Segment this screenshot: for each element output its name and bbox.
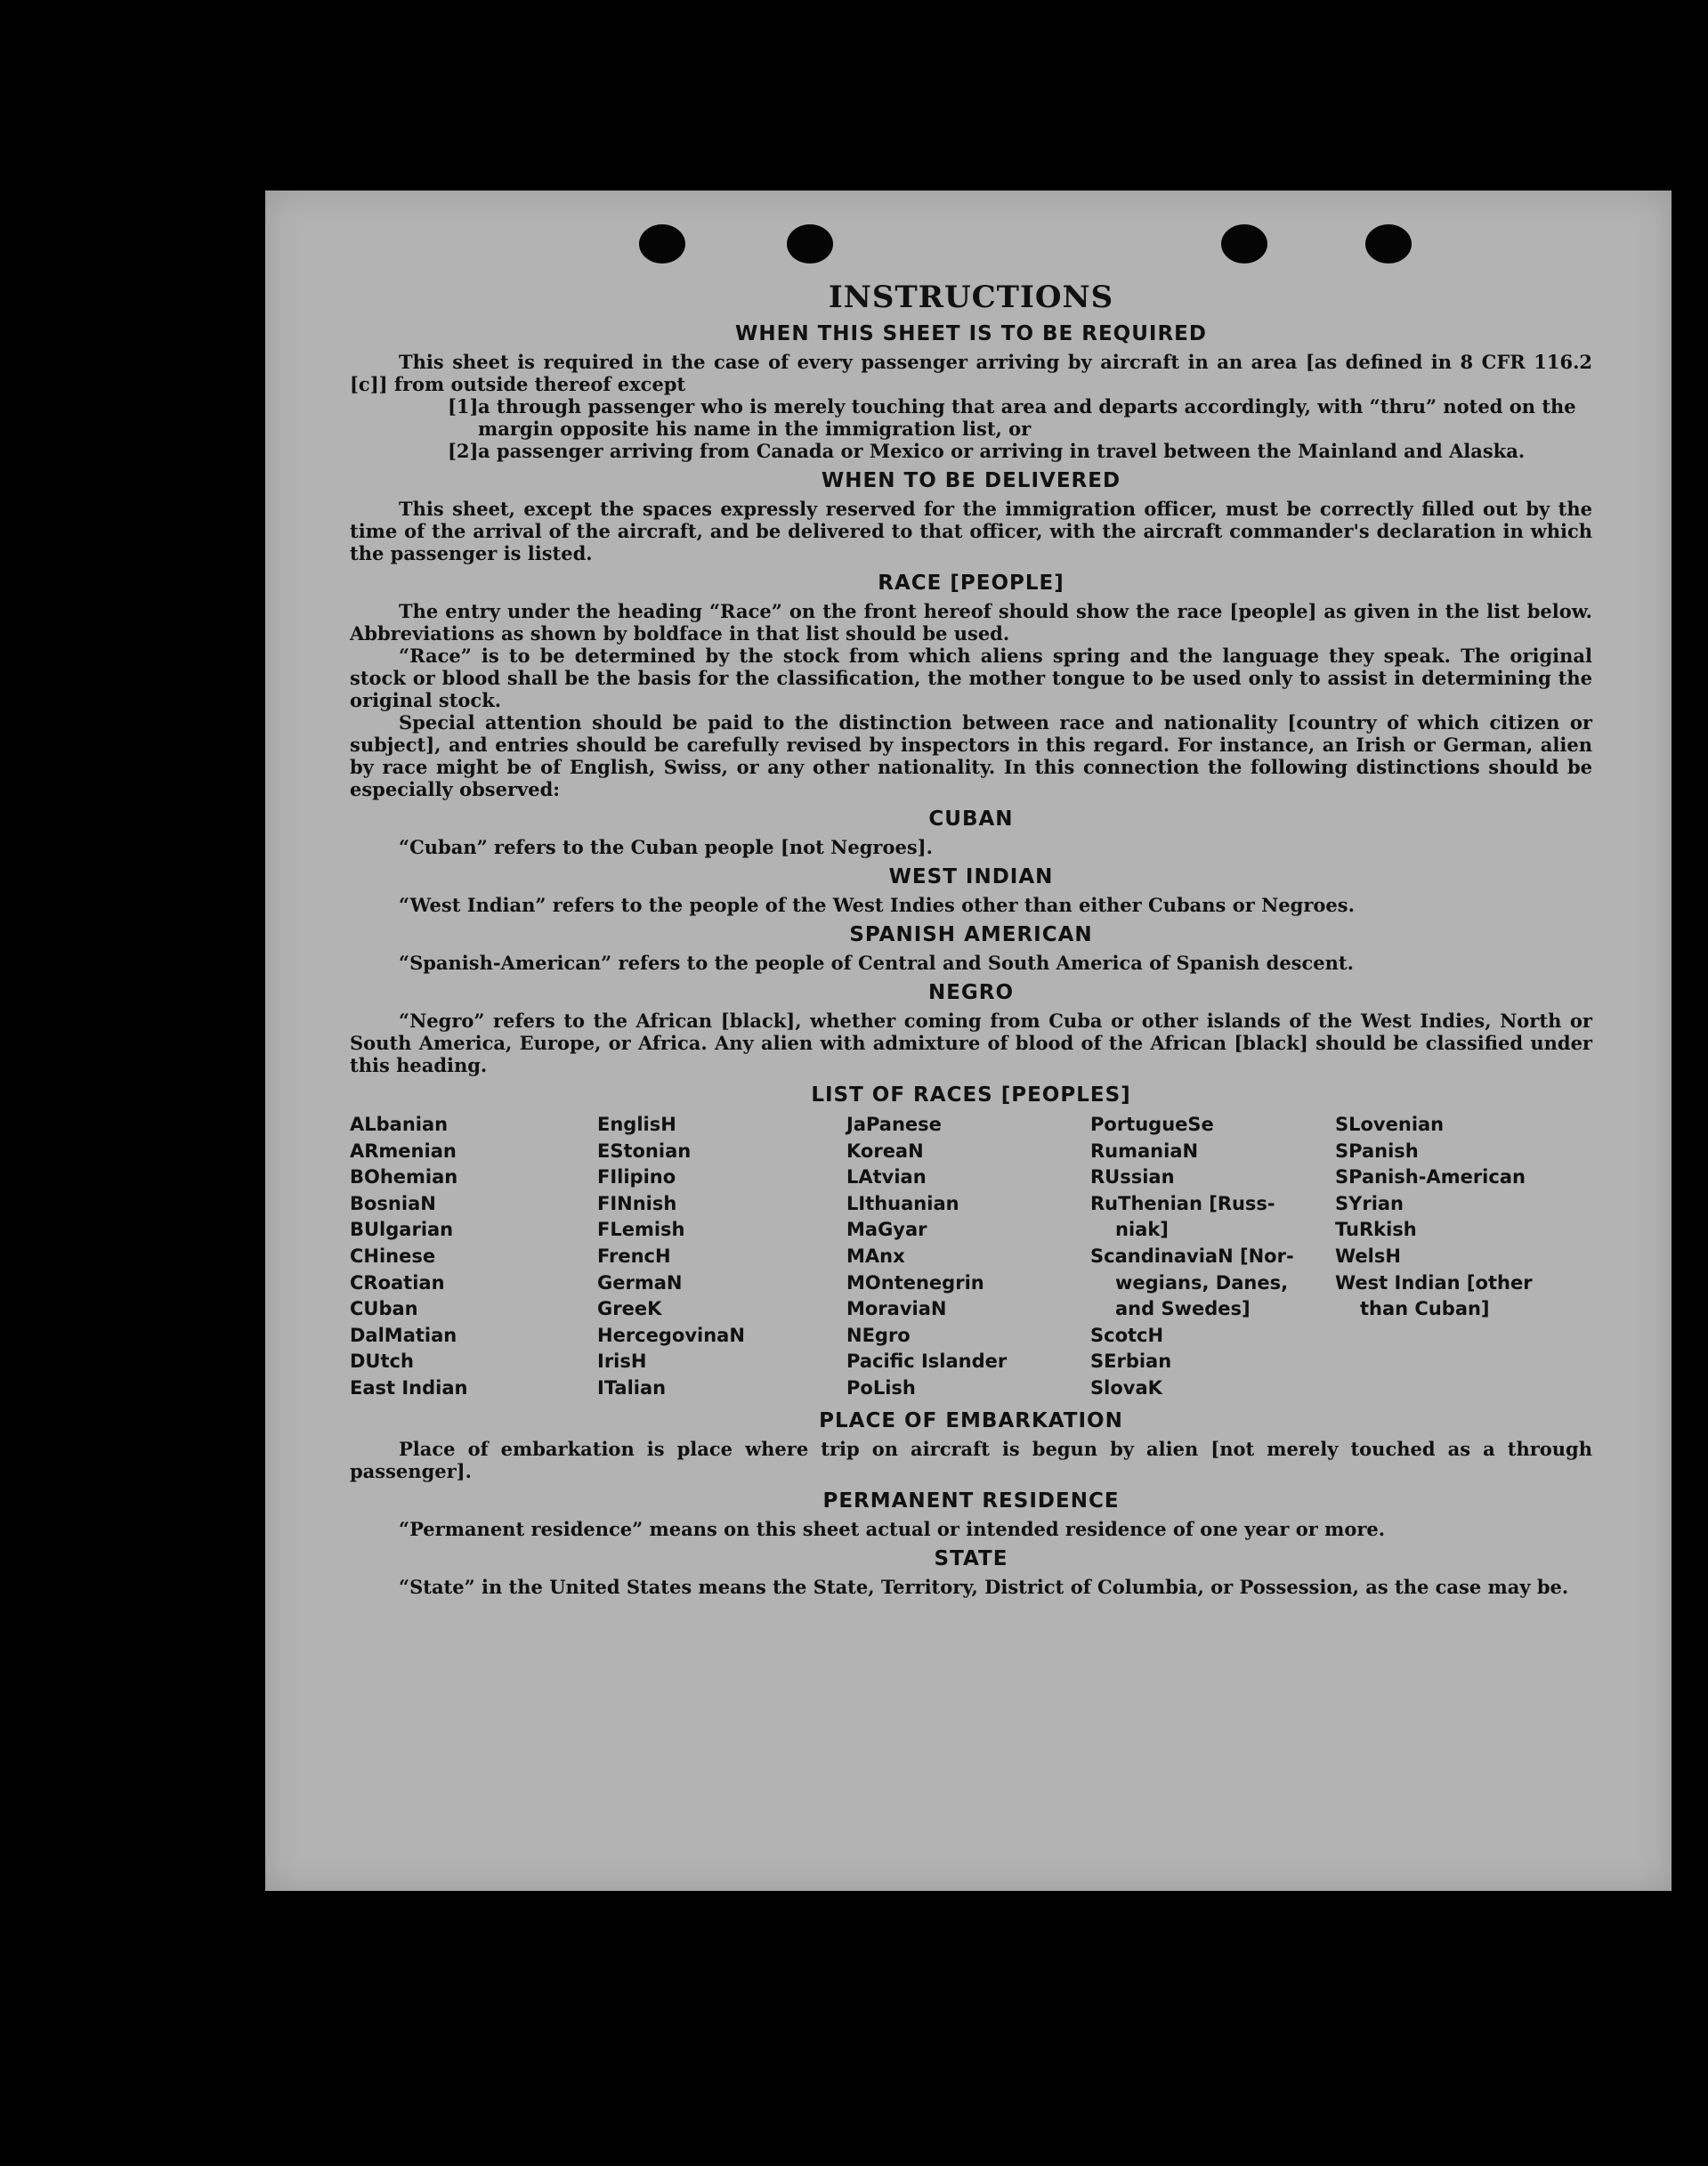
race-entry: NEgro [846,1324,911,1346]
race-entry: SPanish-American [1335,1166,1526,1188]
races-column [597,1112,846,1402]
race-entry: FINnish [597,1192,677,1214]
race-entry: CHinese [350,1245,436,1267]
state-text: “State” in the United States means the State, Territory, District of Columbia, or Possession, as the case may be. [399,1575,1569,1598]
race-entry: and Swedes] [1115,1298,1251,1320]
race-entry: WelsH [1335,1245,1401,1267]
residence-text: “Permanent residence” means on this sheet actual or intended residence of one year or more. [399,1517,1386,1540]
race-entry: MoraviaN [846,1298,947,1320]
races-column [846,1112,1090,1402]
race-entry: FLemish [597,1219,685,1241]
race-entry: East Indian [350,1376,468,1399]
races-column [350,1112,597,1402]
heading-list-of-races: LIST OF RACES [PEOPLES] [811,1083,1131,1107]
race-entry: MAnx [846,1245,905,1267]
heading-spanish-american: SPANISH AMERICAN [849,923,1093,946]
race-entry: MaGyar [846,1219,927,1241]
race-entry: MOntenegrin [846,1271,984,1294]
race-entry: than Cuban] [1360,1298,1490,1320]
race-entry: wegians, Danes, [1115,1271,1289,1294]
race-entry: Pacific Islander [846,1351,1008,1373]
race-paragraph: “Race” is to be determined by the stock from which aliens spring and the language they speak. The original stock or blood shall be the basis for the classification, the mother tongue to be used only to assist in determining the original stock. [350,645,1592,711]
west-indian-text: “West Indian” refers to the people of the West Indies other than either Cubans or Negroes. [399,894,1355,916]
exception-list [448,395,1592,462]
negro-text: “Negro” refers to the African [black], whether coming from Cuba or other islands of the West Indies, North or South America, Europe, or Africa. Any alien with admixture of blood of the African [black] should be classified under this heading. [350,1010,1592,1076]
heading-delivered: WHEN TO BE DELIVERED [821,469,1121,492]
race-paragraph: The entry under the heading “Race” on the front hereof should show the race [people] as given in the list below. Abbreviations as shown by boldface in that list should be used. [350,600,1592,645]
race-entry: SErbian [1090,1351,1172,1373]
heading-required: WHEN THIS SHEET IS TO BE REQUIRED [735,322,1207,345]
heading-cuban: CUBAN [928,807,1014,831]
cuban-text: “Cuban” refers to the Cuban people [not Negroes]. [399,836,933,858]
race-entry: SlovaK [1090,1376,1162,1399]
race-entry: West Indian [other [1335,1271,1533,1294]
heading-negro: NEGRO [927,981,1015,1004]
race-entry: IrisH [597,1351,647,1373]
item-text: a through passenger who is merely touching that area and departs accordingly, with “thru” noted on the margin opposite his name in the immigration list, or [478,395,1576,440]
race-entry: GreeK [597,1298,662,1320]
race-entry: BosniaN [350,1192,436,1214]
race-entry: SLovenian [1335,1114,1445,1135]
race-entry: BOhemian [350,1166,458,1188]
item-number: [1] [448,395,479,418]
race-entry: RUssian [1090,1166,1175,1188]
exception-item [448,440,1592,462]
delivered-text: This sheet, except the spaces expressly reserved for the immigration officer, must be correctly filled out by the time of the arrival of the aircraft, and be delivered to that officer, with the aircraft commander's declaration in which the passenger is listed. [350,498,1592,564]
heading-race: RACE [PEOPLE] [878,572,1064,595]
race-entry: PoLish [846,1376,916,1399]
race-entry: PortugueSe [1090,1114,1214,1135]
race-entry: HercegovinaN [597,1324,745,1346]
race-entry: TuRkish [1335,1219,1417,1241]
race-entry: FIlipino [597,1166,676,1188]
item-text: a passenger arriving from Canada or Mexico or arriving in travel between the Mainland and Alaska. [478,440,1526,462]
heading-embarkation: PLACE OF EMBARKATION [819,1408,1123,1432]
race-entry: EnglisH [597,1114,676,1135]
race-entry: ScotcH [1090,1324,1164,1346]
race-entry: FrencH [597,1245,671,1267]
race-entry: JaPanese [846,1114,942,1135]
race-entry: BUlgarian [350,1219,454,1241]
heading-residence: PERMANENT RESIDENCE [822,1489,1120,1513]
race-entry: KoreaN [846,1140,924,1162]
races-list [350,1112,1592,1402]
punch-hole [1365,224,1412,264]
race-entry: ScandinaviaN [Nor- [1090,1245,1294,1267]
spanish-american-text: “Spanish-American” refers to the people of Central and South America of Spanish descent. [399,952,1354,974]
race-entry: EStonian [597,1140,692,1162]
heading-state: STATE [934,1546,1008,1570]
page-title: INSTRUCTIONS [828,280,1114,315]
race-entry: CRoatian [350,1271,445,1294]
required-text: This sheet is required in the case of every passenger arriving by aircraft in an area [as defined in 8 CFR 116.2 [c]] from outside thereof except [350,351,1592,395]
instructions-content [350,280,1592,1598]
race-entry: RuThenian [Russ- [1090,1192,1275,1214]
punch-hole [639,224,685,264]
race-entry: SPanish [1335,1140,1419,1162]
race-entry: ARmenian [350,1140,457,1162]
race-entry: GermaN [597,1271,683,1294]
race-entry: SYrian [1335,1192,1404,1214]
race-entry: LIthuanian [846,1192,959,1214]
heading-west-indian: WEST INDIAN [888,865,1054,888]
punch-hole [787,224,833,264]
races-column [1335,1112,1584,1402]
race-entry: ITalian [597,1376,667,1399]
race-entry: CUban [350,1298,418,1320]
race-entry: ALbanian [350,1114,449,1135]
race-entry: DalMatian [350,1324,457,1346]
race-entry: DUtch [350,1351,414,1373]
race-entry: niak] [1115,1219,1169,1241]
item-number: [2] [448,440,479,462]
embarkation-text: Place of embarkation is place where trip on aircraft is begun by alien [not merely touched as a through passenger]. [350,1437,1592,1482]
exception-item [448,395,1592,440]
document-sheet [265,191,1672,1891]
race-entry: RumaniaN [1090,1140,1199,1162]
race-entry: LAtvian [846,1166,927,1188]
punch-hole [1221,224,1267,264]
races-column [1090,1112,1335,1402]
race-paragraph: Special attention should be paid to the distinction between race and nationality [country of which citizen or subject], and entries should be carefully revised by inspectors in this regard. For instance, an Irish or German, alien by race might be of English, Swiss, or any other nationality. In this connection the following distinctions should be especially observed: [350,711,1592,800]
